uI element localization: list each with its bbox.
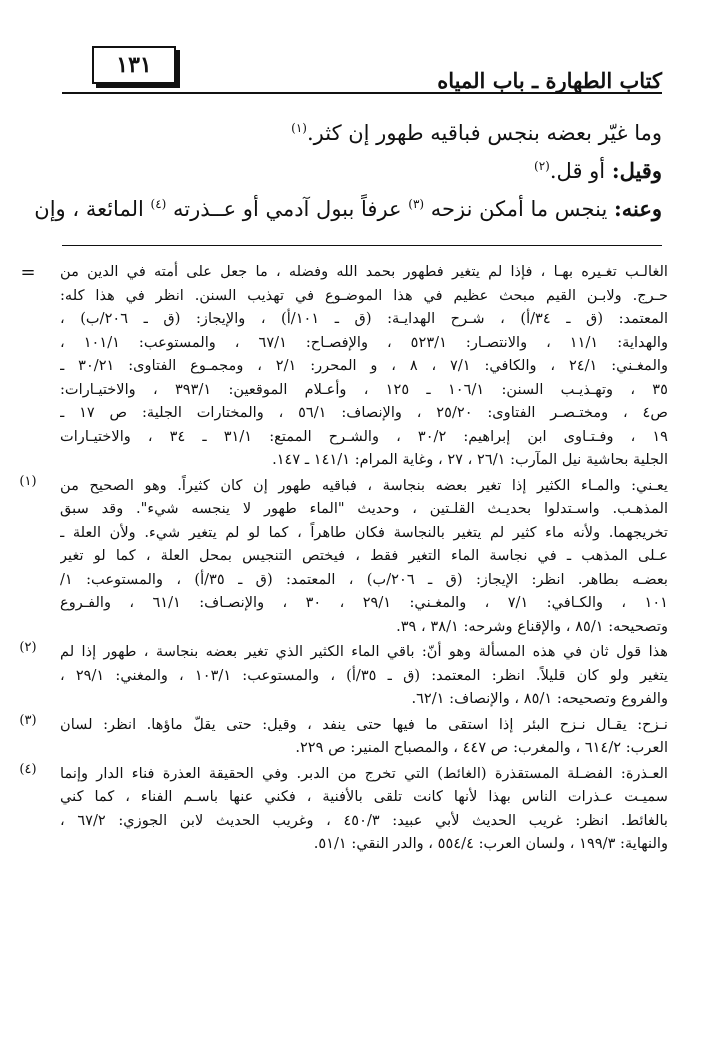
- footnote-line: عـلى المذهب ـ في نجاسة الماء التغير فقط ، فيختص التنجيس بمحل العلة ، كما لو تغير: [60, 547, 668, 564]
- main-line-3-part-b: عرفاً ببول آدمي أو عــذرته: [166, 197, 409, 221]
- footnote-line: ص٤ ، ومختـصـر الفتاوى: ٢٥/٢٠ ، والإنصاف: ٥٦/١ ، والمختارات الجلية: ص ١٧ ـ: [60, 404, 668, 421]
- footnote-separator: [62, 245, 662, 246]
- footnote-line: يعـني: والمـاء الكثير إذا تغير بعضه بنجاسة ، فباقيه طهور إن كان كثيراً. وهو الصحيح من: [60, 476, 668, 494]
- main-line-3-part-a: ينجس ما أمكن نزحه: [424, 197, 614, 221]
- page-number-box: [92, 46, 176, 84]
- main-line-3-label: وعنه:: [613, 196, 662, 221]
- running-title: كتاب الطهارة ـ باب المياه: [437, 68, 662, 93]
- footnote-line: المعتمد: (ق ـ ٣٤/أ) ، شـرح الهدايـة: (ق ـ ١٠١/أ) ، والإيجاز: (ق ـ ٢٠٦/ب) ،: [60, 310, 668, 327]
- main-line-2-text: أو قل.: [549, 159, 612, 183]
- footnote-2: [19, 640, 668, 711]
- footnote-1: [19, 473, 668, 639]
- footnote-line: حـرج. ولابـن القيم مبحث عظيم في هذا الموضـوع في تهذيب السنن. انظر في هذا كله:: [60, 286, 668, 304]
- main-line-1: [62, 112, 662, 150]
- footnote-line: بالغائط. انظر: غريب الحديث لأبي عبيد: ٤٥٠/٣ ، وغريب الحديث لابن الجوزي: ٦٧/٢ ،: [60, 811, 668, 829]
- footnote-line: يتغير ولو كان قليلاً. انظر: المعتمد: (ق ـ ٣٥/أ) ، والمستوعب: ١٠٣/١ ، والمغني: ٢٩/١ ،: [60, 666, 668, 684]
- main-text: [34, 112, 662, 226]
- footnote-4: [19, 761, 668, 856]
- footnote-line: العـذرة: الفضـلة المستقذرة (الغائط) التي تخرج من الدبر. وفي الحقيقة العذرة فناء الدار وإنما: [60, 764, 668, 782]
- footnote-line: تخريجهما. ولأنه ماء كثير لم يتغير بالنجاسة فكان طاهراً ، كما لو لم يتغير شيء. ولأن العلة ـ: [60, 523, 668, 541]
- footnote-ref-3[interactable]: (٣): [408, 197, 425, 211]
- footnote-2-marker[interactable]: (٢): [19, 640, 37, 655]
- footnote-line: وتصحيحه: ٨٥/١ ، والإقناع وشرحه: ٣٨/١ ، ٣٩.: [396, 617, 668, 635]
- footnote-line: الغالـب تغـيره بهـا ، فإذا لم يتغير فطهور بحمد الله وفضله ، ما جعل على أمته في الدين من: [60, 263, 668, 280]
- continuation-marker: =: [20, 262, 36, 283]
- footnote-line: بعضـه بطاهر. انظر: الإيجاز: (ق ـ ٢٠٦/ب) ، المعتمد: (ق ـ ٣٥/أ) ، والمستوعب: ١/: [60, 570, 668, 588]
- footnote-4-marker[interactable]: (٤): [19, 761, 37, 777]
- footnote-line: والمغـني: ٢٤/١ ، والكافي: ٧/١ ، ٨ ، و المحرر: ٢/١ ، ومجمـوع الفتاوى: ٣٠/٢١ ـ: [60, 357, 668, 374]
- footnotes-area: [19, 260, 668, 858]
- footnote-line: المذهـب. واسـتدلوا بحديـث القلـتين ، وحديث "الماء طهور لا ينجسه شيء". وقد سبق: [60, 500, 668, 517]
- footnote-line: والهداية: ١١/١ ، والانتصـار: ٥٢٣/١ ، والإفصـاح: ٦٧/١ ، والمستوعب: ١٠١/١ ،: [60, 333, 668, 351]
- footnote-ref-4[interactable]: (٤): [150, 197, 167, 211]
- footnote-line: ١٠١ ، والكـافي: ٧/١ ، والمغـني: ٢٩/١ ، ٣٠ ، والإنصـاف: ٦١/١ ، والفـروع: [60, 594, 668, 611]
- main-line-3-part-c: المائعة ، وإن: [34, 197, 151, 221]
- footnote-ref-2[interactable]: (٢): [534, 159, 550, 173]
- page-header: [62, 46, 662, 98]
- footnote-line: نـزح: يقـال نـزح البئر إذا استقى ما فيها حتى ينفد ، وقيل: حتى يقلّ ماؤها. انظر: لسان: [60, 715, 668, 733]
- page-number: ١٣١: [116, 52, 152, 78]
- main-line-2-label: وقيل:: [611, 158, 662, 183]
- footnote-line: والنهاية: ١٩٩/٣ ، ولسان العرب: ٥٥٤/٤ ، والدر النقي: ٥١/١.: [313, 835, 668, 852]
- footnote-continuation: [20, 260, 668, 472]
- main-line-1-text: وما غيّر بعضه بنجس فباقيه طهور إن كثر.: [306, 121, 662, 145]
- main-line-2: [62, 150, 662, 188]
- footnote-ref-1[interactable]: (١): [291, 121, 307, 135]
- footnote-line: ١٩ ، وفـتـاوى ابن إبراهيم: ٣٠/٢ ، والشـرح الممتع: ٣١/١ ـ ٣٤ ، والاختيـارات: [60, 427, 668, 445]
- footnote-line: والفروع وتصحيحه: ٨٥/١ ، والإنصاف: ٦٢/١.: [411, 690, 668, 707]
- footnote-1-marker[interactable]: (١): [19, 473, 37, 489]
- footnote-3-marker[interactable]: (٣): [19, 712, 37, 728]
- footnote-line: الجلية بحاشية نيل المآرب: ٢٦/١ ، ٢٧ ، وغاية المرام: ١٤١/١ ـ ١٤٧.: [272, 451, 668, 468]
- footnote-line: العرب: ٦١٤/٢ ، والمغرب: ص ٤٤٧ ، والمصباح المنير: ص ٢٢٩.: [295, 739, 668, 756]
- header-rule: [62, 92, 662, 94]
- footnote-3: [19, 712, 668, 760]
- footnote-line: سميـت عـذرات الناس بهذا لأنها كانت تلقى بالأفنية ، فكني عنها باسـم الفناء ، كما كني: [60, 788, 668, 805]
- main-line-3: [34, 188, 662, 226]
- footnote-line: هذا قول ثان في هذه المسألة وهو أنّ: باقي الماء الكثير الذي تغير بعضه بنجاسة ، طهور إذا لم: [60, 643, 668, 660]
- footnote-line: ٣٥ ، وتهـذيـب السنن: ١٠٦/١ ـ ١٢٥ ، وأعـلام الموقعين: ٣٩٣/١ ، والاختيـارات:: [60, 380, 668, 398]
